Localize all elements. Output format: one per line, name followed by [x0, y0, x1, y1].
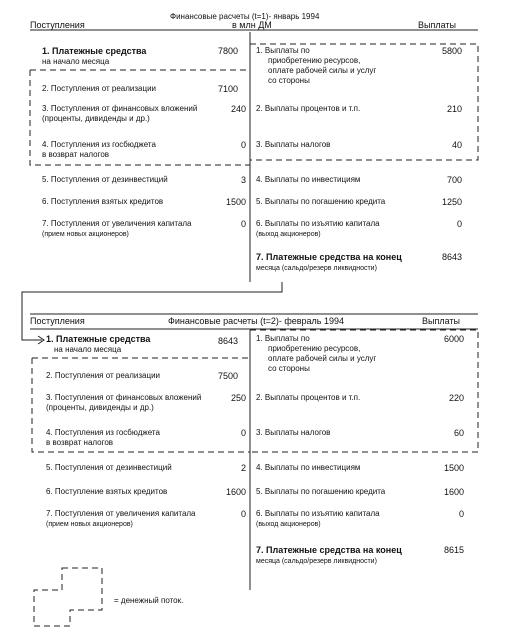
feb-income-3-value: 250: [230, 393, 246, 403]
jan-income-7: 7. Поступления от увеличения капитала (прием новых акционеров): [42, 219, 192, 238]
jan-income-4: 4. Поступления из госбюджета в возврат налогов: [42, 140, 156, 159]
feb-income-1-value: 8643: [217, 336, 238, 346]
jan-payment-6-value: 0: [456, 219, 462, 229]
jan-payment-5: 5. Выплаты по погашению кредита: [256, 197, 386, 206]
jan-income-3: 3. Поступления от финансовых вложений (проценты, дивиденды и др.): [42, 104, 198, 123]
feb-income-2: 2. Поступления от реализации: [46, 371, 161, 380]
jan-payment-7-value: 8643: [441, 252, 462, 262]
feb-income-4: 4. Поступления из госбюджета в возврат налогов: [46, 428, 160, 447]
jan-header-payments: Выплаты: [418, 20, 456, 30]
feb-payment-1: 1. Выплаты по приобретению ресурсов, оплате рабочей силы и услуг со стороны: [256, 334, 377, 373]
feb-payment-3-value: 60: [453, 428, 464, 438]
feb-payment-1-value: 6000: [443, 334, 464, 344]
feb-income-2-value: 7500: [217, 371, 238, 381]
feb-income-1: 1. Платежные средства на начало месяца: [46, 334, 151, 354]
jan-payment-1-value: 5800: [441, 46, 462, 56]
feb-income-5-value: 2: [240, 463, 246, 473]
jan-payment-3: 3. Выплаты налогов: [256, 140, 331, 149]
jan-income-4-value: 0: [240, 140, 246, 150]
jan-income-1-value: 7800: [217, 46, 238, 56]
feb-income-6-value: 1600: [225, 487, 246, 497]
jan-income-2-value: 7100: [217, 84, 238, 94]
feb-income-7: 7. Поступления от увеличения капитала (прием новых акционеров): [46, 509, 196, 528]
jan-payment-4-value: 700: [446, 175, 462, 185]
feb-payment-5: 5. Выплаты по погашению кредита: [256, 487, 386, 496]
feb-income-3: 3. Поступления от финансовых вложений (проценты, дивиденды и др.): [46, 393, 202, 412]
legend-cash-flow: = денежный поток.: [114, 596, 184, 605]
feb-header-payments: Выплаты: [422, 316, 460, 326]
jan-income-6-value: 1500: [225, 197, 246, 207]
jan-payment-7: 7. Платежные средства на конец месяца (сальдо/резерв ликвидности): [256, 252, 402, 272]
jan-income-2: 2. Поступления от реализации: [42, 84, 157, 93]
jan-income-3-value: 240: [230, 104, 246, 114]
jan-payment-3-value: 40: [451, 140, 462, 150]
feb-title: Финансовые расчеты (t=2)- февраль 1994: [168, 316, 344, 326]
feb-payment-4: 4. Выплаты по инвестициям: [256, 463, 361, 472]
feb-income-7-value: 0: [240, 509, 246, 519]
jan-income-7-value: 0: [240, 219, 246, 229]
jan-income-1: 1. Платежные средства на начало месяца: [42, 46, 147, 66]
jan-payment-2: 2. Выплаты процентов и т.п.: [256, 104, 361, 113]
jan-income-5-value: 3: [240, 175, 246, 185]
feb-payment-7: 7. Платежные средства на конец месяца (сальдо/резерв ликвидности): [256, 545, 402, 565]
jan-payment-2-value: 210: [446, 104, 462, 114]
feb-payment-5-value: 1600: [443, 487, 464, 497]
jan-payment-6: 6. Выплаты по изъятию капитала (выход акционеров): [256, 219, 380, 238]
feb-income-6: 6. Поступление взятых кредитов: [46, 487, 168, 496]
feb-income-4-value: 0: [240, 428, 246, 438]
jan-header-unit: в млн ДМ: [232, 20, 272, 30]
feb-payment-4-value: 1500: [443, 463, 464, 473]
feb-payment-6-value: 0: [458, 509, 464, 519]
feb-payment-3: 3. Выплаты налогов: [256, 428, 331, 437]
jan-income-5: 5. Поступления от дезинвестиций: [42, 175, 168, 184]
feb-payment-6: 6. Выплаты по изъятию капитала (выход акционеров): [256, 509, 380, 528]
feb-payment-7-value: 8615: [443, 545, 464, 555]
feb-income-5: 5. Поступления от дезинвестиций: [46, 463, 172, 472]
jan-header-income: Поступления: [30, 20, 85, 30]
jan-payment-1: 1. Выплаты по приобретению ресурсов, оплате рабочей силы и услуг со стороны: [256, 46, 377, 85]
jan-payment-5-value: 1250: [441, 197, 462, 207]
jan-title: Финансовые расчеты (t=1)- январь 1994: [170, 12, 320, 21]
jan-payment-4: 4. Выплаты по инвестициям: [256, 175, 361, 184]
jan-income-6: 6. Поступления взятых кредитов: [42, 197, 164, 206]
feb-payment-2: 2. Выплаты процентов и т.п.: [256, 393, 361, 402]
feb-header-income: Поступления: [30, 316, 85, 326]
feb-payment-2-value: 220: [448, 393, 464, 403]
